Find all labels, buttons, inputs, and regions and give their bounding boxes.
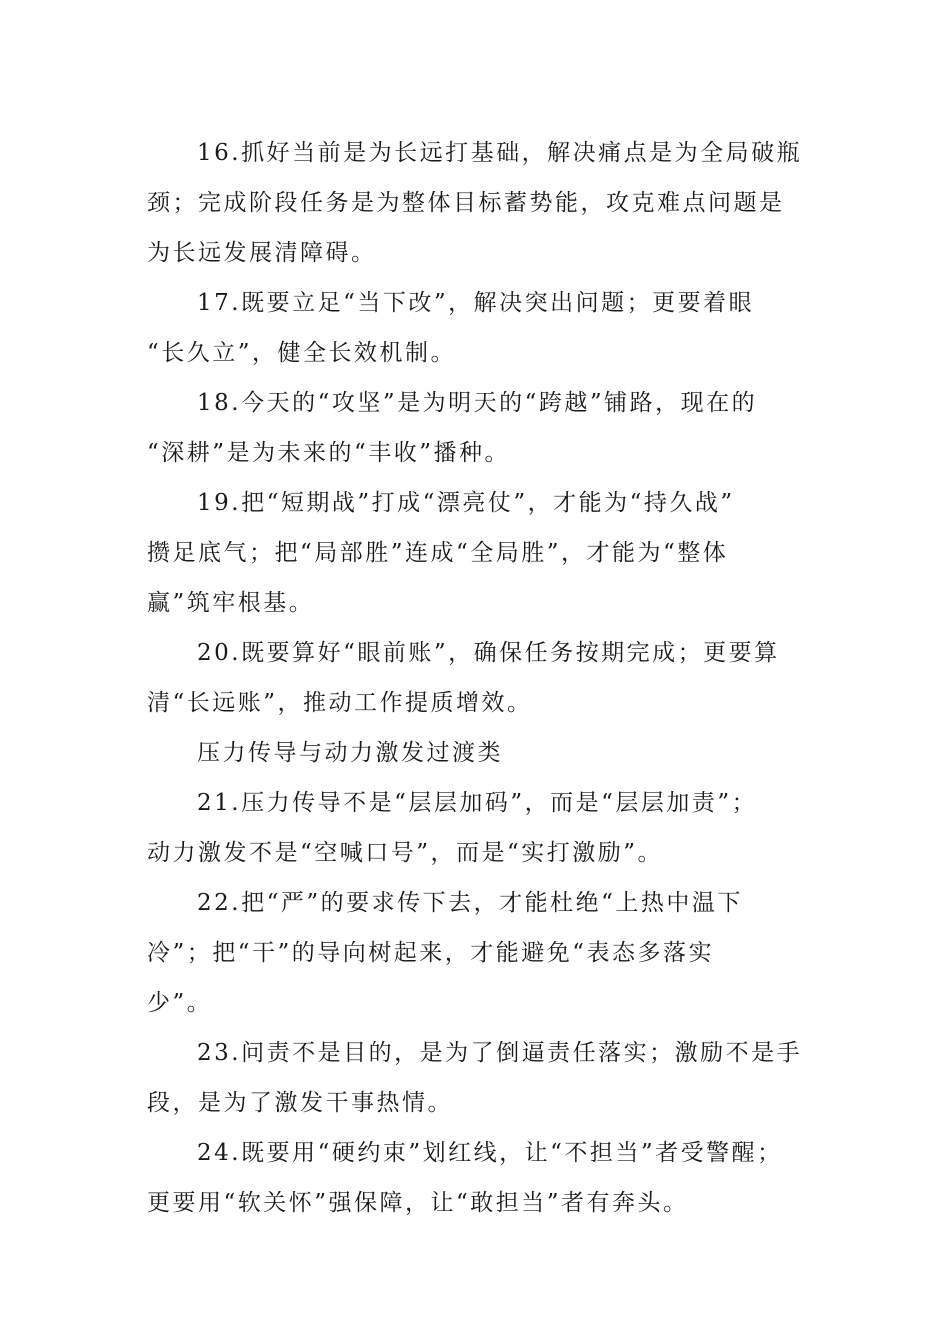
paragraph-17: 17.既要立足“当下改”，解决突出问题；更要着眼 “长久立”，健全长效机制。 [147, 290, 755, 366]
section-heading: 压力传导与动力激发过渡类 [197, 740, 503, 766]
paragraph-16: 16.抓好当前是为长远打基础，解决痛点是为全局破瓶 颈；完成阶段任务是为整体目标蓄势能，攻克难点问题是 为长远发展清障碍。 [147, 140, 803, 266]
paragraph-22: 22.把“严”的要求传下去，才能杜绝“上热中温下 冷”；把“干”的导向树起来，才能避免“表态多落实 少”。 [147, 890, 743, 1016]
paragraph-20: 20.既要算好“眼前账”，确保任务按期完成；更要算 清“长远账”，推动工作提质增效。 [147, 640, 780, 716]
paragraph-23: 23.问责不是目的，是为了倒逼责任落实；激励不是手 段，是为了激发干事热情。 [147, 1040, 803, 1116]
document-body [147, 128, 807, 1228]
paragraph-19: 19.把“短期战”打成“漂亮仗”，才能为“持久战” 攒足底气；把“局部胜”连成“全局胜”，才能为“整体 赢”筑牢根基。 [147, 490, 735, 616]
paragraph-21: 21.压力传导不是“层层加码”，而是“层层加责”； 动力激发不是“空喊口号”，而是“实打激励”。 [147, 790, 758, 866]
paragraph-24: 24.既要用“硬约束”划红线，让“不担当”者受警醒； 更要用“软关怀”强保障，让“敢担当”者有奔头。 [147, 1140, 783, 1216]
paragraph-18: 18.今天的“攻坚”是为明天的“跨越”铺路，现在的 “深耕”是为未来的“丰收”播种。 [147, 390, 758, 466]
